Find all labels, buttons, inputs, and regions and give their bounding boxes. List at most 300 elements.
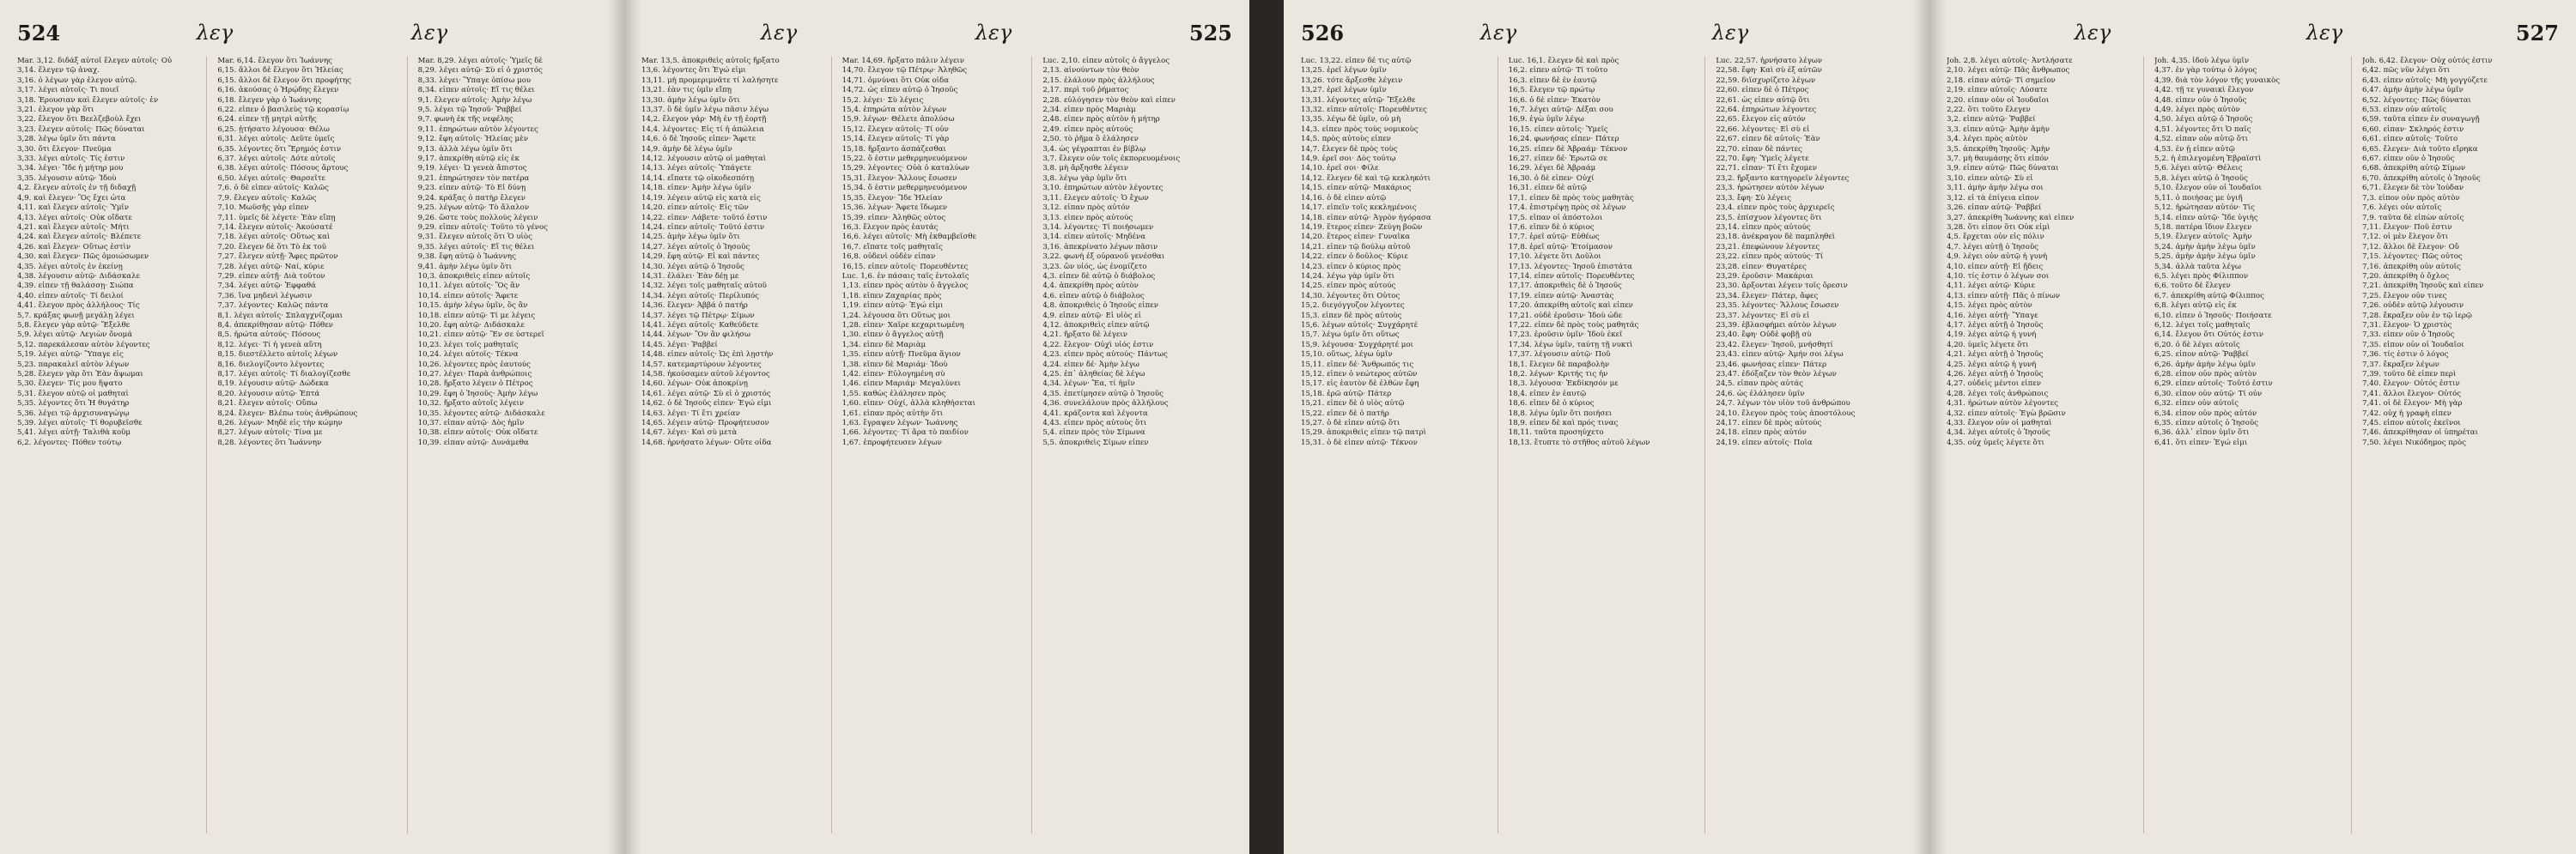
- concordance-entry: 6,26. ἀμὴν ἀμὴν λέγω ὑμῖν: [2154, 360, 2256, 369]
- concordance-entry: 6,32. εἶπεν οὖν αὐτοῖς: [2154, 399, 2239, 409]
- concordance-entry: 3,7. μὴ θαυμάσῃς ὅτι εἶπόν: [1947, 154, 2049, 164]
- concordance-entry: 16,30. ὁ δὲ εἶπεν· Οὐχί: [1508, 173, 1595, 183]
- concordance-entry: 15,3. εἶπεν δὲ πρὸς αὐτοὺς: [1301, 311, 1402, 320]
- concordance-entry: 7,50. λέγει Νικόδημος πρὸς: [2362, 438, 2466, 447]
- concordance-entry: 4,10. τίς ἐστιν ὁ λέγων σοι: [1947, 271, 2050, 281]
- concordance-entry: 10,15. ἀμὴν λέγω ὑμῖν, ὃς ἂν: [417, 301, 528, 311]
- page-525: [624, 0, 1249, 854]
- concordance-entry: 5,28. ἔλεγεν γὰρ ὅτι Ἐὰν ἅψωμαι: [17, 370, 143, 379]
- concordance-entry: 4,53. ἐν ᾗ εἶπεν αὐτῷ: [2154, 144, 2235, 154]
- concordance-column: [217, 57, 407, 833]
- concordance-entry: 5,4. εἶπεν πρὸς τὸν Σίμωνα: [1042, 428, 1145, 438]
- concordance-entry: 2,34. εἶπεν πρὸς Μαριὰμ: [1042, 106, 1136, 115]
- concordance-entry: 5,2. ἡ ἐπιλεγομένη Ἑβραϊστὶ: [2154, 154, 2262, 164]
- concordance-entry: 4,35. ἐπετίμησεν αὐτῷ ὁ Ἰησοῦς: [1042, 389, 1163, 398]
- concordance-entry: 13,32. εἶπεν αὐτοῖς· Πορευθέντες: [1301, 106, 1427, 115]
- concordance-entry: 15,29. λέγοντες· Οὐὰ ὁ καταλύων: [841, 164, 969, 173]
- concordance-entry: 5,30. ἔλεγεν· Τίς μου ἥψατο: [17, 379, 123, 389]
- concordance-entry: 23,5. ἐπίσχυον λέγοντες ὅτι: [1716, 213, 1822, 222]
- concordance-entry: 22,58. ἔφη· Καὶ σὺ ἐξ αὐτῶν: [1716, 66, 1822, 76]
- concordance-entry: 7,41. οἱ δὲ ἔλεγον· Μὴ γὰρ: [2362, 399, 2463, 409]
- concordance-entry: 23,22. εἶπεν πρὸς αὐτούς· Τί: [1716, 252, 1824, 262]
- concordance-entry: 6,34. εἶπον οὖν πρὸς αὐτόν: [2154, 409, 2257, 418]
- concordance-entry: 7,31. ἔλεγον· Ὁ χριστὸς: [2362, 320, 2452, 330]
- concordance-entry: 9,17. ἀπεκρίθη αὐτῷ εἷς ἐκ: [417, 154, 519, 164]
- concordance-entry: 5,34. ἀλλὰ ταῦτα λέγω: [2154, 262, 2241, 271]
- concordance-entry: 22,70. ἔφη· Ὑμεῖς λέγετε: [1716, 154, 1809, 164]
- concordance-entry: 10,32. ἤρξατο αὐτοῖς λέγειν: [417, 399, 525, 409]
- concordance-entry: 15,31. ὁ δὲ εἶπεν αὐτῷ· Τέκνον: [1301, 438, 1418, 447]
- concordance-entry: Luc. 16,1. ἔλεγεν δὲ καὶ πρὸς: [1508, 57, 1619, 65]
- concordance-entry: 16,9. ἐγὼ ὑμῖν λέγω: [1508, 115, 1584, 124]
- concordance-entry: 16,24. φωνήσας εἶπεν· Πάτερ: [1508, 135, 1619, 144]
- concordance-entry: 18,13. ἔτυπτε τὸ στῆθος αὐτοῦ λέγων: [1508, 438, 1650, 447]
- concordance-entry: 14,12. λέγουσιν αὐτῷ οἱ μαθηταὶ: [641, 154, 767, 164]
- concordance-entry: 6,35. λέγοντες ὅτι Ἔρημός ἐστιν: [217, 144, 342, 154]
- concordance-columns: [1947, 57, 2559, 833]
- concordance-entry: 8,28. λέγοντες ὅτι Ἰωάννην: [217, 438, 322, 447]
- concordance-entry: 7,40. ἔλεγον· Οὗτός ἐστιν: [2362, 379, 2460, 389]
- concordance-entry: 2,18. εἶπαν αὐτῷ· Τί σημεῖον: [1947, 76, 2056, 85]
- concordance-entry: 10,28. ἤρξατο λέγειν ὁ Πέτρος: [417, 379, 533, 389]
- concordance-entry: 1,38. εἶπεν δὲ Μαριάμ· Ἰδοὺ: [841, 360, 948, 369]
- concordance-entry: 7,36. τίς ἐστιν ὁ λόγος: [2362, 350, 2449, 360]
- concordance-entry: 22,67. εἶπεν δὲ αὐτοῖς· Ἐὰν: [1716, 135, 1820, 144]
- concordance-entry: 5,6. λέγει αὐτῷ· Θέλεις: [2154, 164, 2243, 173]
- concordance-entry: 14,34. λέγει αὐτοῖς· Περίλυπός: [641, 291, 759, 300]
- concordance-entry: 14,61. λέγει αὐτῷ· Σὺ εἶ ὁ χριστός: [641, 389, 771, 398]
- concordance-entry: 24,10. ἔλεγον πρὸς τοὺς ἀποστόλους: [1716, 409, 1856, 418]
- concordance-entry: 2,19. εἶπεν αὐτοῖς· Λύσατε: [1947, 86, 2048, 95]
- concordance-entry: 23,4. εἶπεν πρὸς τοὺς ἀρχιερεῖς: [1716, 203, 1835, 213]
- concordance-column: [1509, 57, 1706, 833]
- concordance-entry: 3,27. ἀπεκρίθη Ἰωάννης καὶ εἶπεν: [1947, 213, 2075, 222]
- concordance-entry: 14,72. ὡς εἶπεν αὐτῷ ὁ Ἰησοῦς: [841, 86, 958, 95]
- concordance-entry: 5,35. λέγοντες ὅτι Ἡ θυγάτηρ: [17, 399, 130, 409]
- concordance-entry: 1,28. εἶπεν· Χαῖρε κεχαριτωμένη: [841, 320, 964, 330]
- concordance-entry: 17,13. λέγοντες· Ἰησοῦ ἐπιστάτα: [1508, 262, 1632, 271]
- concordance-entry: 10,14. εἶπεν αὐτοῖς· Ἄφετε: [417, 291, 519, 300]
- concordance-entry: 23,43. εἶπεν αὐτῷ· Ἀμήν σοι λέγω: [1716, 350, 1844, 360]
- concordance-entry: 1,34. εἶπεν δὲ Μαριὰμ: [841, 340, 927, 349]
- concordance-entry: 16,6. ὁ δὲ εἶπεν· Ἑκατὸν: [1508, 95, 1601, 105]
- concordance-entry: 9,26. ὥστε τοὺς πολλοὺς λέγειν: [417, 213, 538, 222]
- concordance-entry: 23,29. ἐροῦσιν· Μακάριαι: [1716, 271, 1814, 281]
- concordance-entry: 15,9. λέγων· Θέλετε ἀπολύσω: [841, 115, 955, 124]
- concordance-entry: 24,19. εἶπεν αὐτοῖς· Ποῖα: [1716, 438, 1813, 447]
- concordance-column: [1042, 57, 1232, 833]
- concordance-entry: 24,18. εἶπεν πρὸς αὐτόν: [1716, 428, 1807, 438]
- concordance-entry: 13,25. ἐρεῖ λέγων ὑμῖν: [1301, 66, 1387, 76]
- concordance-entry: 23,46. φωνήσας εἶπεν· Πάτερ: [1716, 360, 1827, 369]
- concordance-entry: 4,33. ἔλεγον οὖν οἱ μαθηταὶ: [1947, 419, 2052, 428]
- concordance-entry: 6,10. εἶπεν ὁ Ἰησοῦς· Ποιήσατε: [2154, 311, 2272, 320]
- concordance-entry: 4,11. καὶ ἔλεγεν αὐτοῖς· Ὑμῖν: [17, 203, 130, 213]
- concordance-entry: 15,12. εἶπεν ὁ νεώτερος αὐτῶν: [1301, 370, 1418, 379]
- concordance-entry: 14,31. ἐλάλει· Ἐὰν δέῃ με: [641, 271, 739, 281]
- concordance-entry: 14,57. κατεμαρτύρουν λέγοντες: [641, 360, 762, 369]
- concordance-entry: 1,42. εἶπεν· Εὐλογημένη σὺ: [841, 370, 945, 379]
- concordance-entry: 7,11. ἔλεγον· Ποῦ ἐστιν: [2362, 222, 2452, 232]
- concordance-entry: 13,31. λέγοντες αὐτῷ· Ἔξελθε: [1301, 95, 1416, 105]
- page-524: [0, 0, 624, 854]
- concordance-entry: 4,21. ἤρξατο δὲ λέγειν: [1042, 330, 1127, 340]
- concordance-entry: 8,1. λέγει αὐτοῖς· Σπλαγχνίζομαι: [217, 311, 343, 320]
- concordance-entry: 8,34. εἶπεν αὐτοῖς· Εἴ τις θέλει: [417, 86, 535, 95]
- concordance-entry: 8,12. λέγει· Τί ἡ γενεὰ αὕτη: [217, 340, 322, 349]
- concordance-entry: 14,13. λέγει αὐτοῖς· Ὑπάγετε: [641, 164, 751, 173]
- page-header: [1301, 21, 1912, 50]
- concordance-entry: 7,26. οὐδὲν αὐτῷ λέγουσιν: [2362, 301, 2464, 311]
- concordance-entry: 9,1. ἔλεγεν αὐτοῖς· Ἀμὴν λέγω: [417, 95, 532, 105]
- running-head: λεγ: [2074, 21, 2111, 45]
- concordance-entry: 14,21. εἶπεν τῷ δούλῳ αὐτοῦ: [1301, 242, 1411, 251]
- concordance-entry: 15,31. ἔλεγον· Ἄλλους ἔσωσεν: [841, 173, 957, 183]
- concordance-entry: 4,34. λέγων· Ἔα, τί ἡμῖν: [1042, 379, 1135, 389]
- concordance-entry: 6,8. λέγει αὐτῷ εἷς ἐκ: [2154, 301, 2237, 311]
- concordance-entry: 17,5. εἶπαν οἱ ἀπόστολοι: [1508, 213, 1603, 222]
- concordance-column: [1716, 57, 1912, 833]
- concordance-entry: 14,12. ἔλεγεν δὲ καὶ τῷ κεκληκότι: [1301, 173, 1431, 183]
- concordance-entry: 17,22. εἶπεν δὲ πρὸς τοὺς μαθητάς: [1508, 320, 1639, 330]
- concordance-entry: 9,23. εἶπεν αὐτῷ· Τὸ Εἰ δύνῃ: [417, 184, 526, 193]
- concordance-entry: 10,18. εἶπεν αὐτῷ· Τί με λέγεις: [417, 311, 536, 320]
- concordance-entry: 4,36. συνελάλουν πρὸς ἀλλήλους: [1042, 399, 1169, 409]
- concordance-entry: 14,5. πρὸς αὐτοὺς εἶπεν: [1301, 135, 1391, 144]
- concordance-entry: 7,3. εἶπον οὖν πρὸς αὐτὸν: [2362, 193, 2460, 203]
- concordance-entry: 2,17. περὶ τοῦ ῥήματος: [1042, 86, 1129, 95]
- concordance-entry: 14,37. λέγει τῷ Πέτρῳ· Σίμων: [641, 311, 755, 320]
- concordance-entry: 7,29. εἶπεν αὐτῇ· Διὰ τοῦτον: [217, 271, 325, 281]
- concordance-entry: 18,3. λέγουσα· Ἐκδίκησόν με: [1508, 379, 1619, 389]
- concordance-entry: 5,10. ἔλεγον οὖν οἱ Ἰουδαῖοι: [2154, 184, 2262, 193]
- concordance-entry: 9,5. λέγει τῷ Ἰησοῦ· Ῥαββεί: [417, 106, 522, 115]
- concordance-entry: 10,21. εἶπεν αὐτῷ· Ἕν σε ὑστερεῖ: [417, 330, 544, 340]
- concordance-entry: 16,8. οὐδενὶ οὐδὲν εἶπαν: [841, 252, 936, 262]
- concordance-entry: 4,24. καὶ ἔλεγεν αὐτοῖς· Βλέπετε: [17, 233, 142, 242]
- concordance-entry: 6,31. λέγει αὐτοῖς· Δεῦτε ὑμεῖς: [217, 135, 335, 144]
- concordance-entry: 14,18. εἶπεν· Ἀμὴν λέγω ὑμῖν: [641, 184, 751, 193]
- concordance-entry: 14,45. λέγει· Ῥαββεί: [641, 340, 718, 349]
- concordance-column: [641, 57, 832, 833]
- concordance-entry: 3,11. ἔλεγεν αὐτοῖς· Ὁ ἔχων: [1042, 193, 1149, 203]
- concordance-entry: 7,18. λέγει αὐτοῖς· Οὕτως καὶ: [217, 233, 331, 242]
- concordance-entry: 14,25. εἶπεν πρὸς αὐτούς: [1301, 282, 1396, 291]
- concordance-entry: 14,32. λέγει τοῖς μαθηταῖς αὐτοῦ: [641, 282, 767, 291]
- concordance-entry: 8,16. διελογίζοντο λέγοντες: [217, 360, 325, 369]
- concordance-entry: 15,22. εἶπεν δὲ ὁ πατὴρ: [1301, 409, 1389, 418]
- page-number: 527: [2515, 21, 2559, 45]
- concordance-entry: 5,7. κράξας φωνῇ μεγάλῃ λέγει: [17, 311, 135, 320]
- running-head: λεγ: [410, 21, 448, 45]
- concordance-entry: 9,12. ἔφη αὐτοῖς· Ἠλείας μὲν: [417, 135, 528, 144]
- concordance-entry: 14,3. εἶπεν πρὸς τοὺς νομικοὺς: [1301, 124, 1419, 134]
- concordance-entry: 15,12. ἔλεγεν αὐτοῖς· Τί οὖν: [841, 124, 949, 134]
- running-head: λεγ: [760, 21, 798, 45]
- concordance-entry: 14,9. ἐρεῖ σοι· Δὸς τούτῳ: [1301, 154, 1396, 164]
- concordance-entry: 3,12. εἰ τὰ ἐπίγεια εἶπον: [1947, 193, 2039, 203]
- concordance-entry: 15,22. ὅ ἐστιν μεθερμηνευόμενον: [841, 154, 968, 164]
- concordance-entry: 4,12. ἀποκριθεὶς εἶπεν αὐτῷ: [1042, 320, 1150, 330]
- concordance-entry: 3,28. ὅτι εἶπον ὅτι Οὐκ εἰμὶ: [1947, 222, 2050, 232]
- concordance-entry: 16,15. εἶπεν αὐτοῖς· Ὑμεῖς: [1508, 124, 1608, 134]
- concordance-entry: 14,63. λέγει· Τί ἔτι χρείαν: [641, 409, 740, 418]
- concordance-entry: 14,48. εἶπεν αὐτοῖς· Ὡς ἐπὶ λῃστὴν: [641, 350, 774, 360]
- concordance-entry: 15,11. εἶπεν δέ· Ἄνθρωπός τις: [1301, 360, 1414, 369]
- concordance-entry: 1,66. λέγοντες· Τί ἄρα τὸ παιδίον: [841, 428, 969, 438]
- concordance-entry: 3,35. λέγουσιν αὐτῷ· Ἰδοὺ: [17, 173, 117, 183]
- concordance-entry: 3,18. Ἐρουσιαν καὶ ἔλεγεν αὐτοῖς· ἐν: [17, 95, 159, 105]
- concordance-entry: 10,39. εἶπαν αὐτῷ· Δυνάμεθα: [417, 438, 529, 447]
- concordance-entry: 6,12. λέγει τοῖς μαθηταῖς: [2154, 320, 2251, 330]
- concordance-entry: 6,42. πῶς νῦν λέγει ὅτι: [2362, 66, 2451, 76]
- concordance-entry: 3,11. ἀμὴν ἀμὴν λέγω σοι: [1947, 184, 2044, 193]
- concordance-entry: 7,35. εἶπον οὖν οἱ Ἰουδαῖοι: [2362, 340, 2464, 349]
- concordance-entry: 8,27. λέγων αὐτοῖς· Τίνα με: [217, 428, 323, 438]
- concordance-entry: 15,14. ἔλεγεν αὐτοῖς· Τί γὰρ: [841, 135, 950, 144]
- concordance-entry: 6,52. λέγοντες· Πῶς δύναται: [2362, 95, 2471, 105]
- concordance-entry: 14,62. ὁ δὲ Ἰησοῦς εἶπεν· Ἐγώ εἰμι: [641, 399, 772, 409]
- concordance-entry: 15,6. λέγων αὐτοῖς· Συγχάρητέ: [1301, 320, 1419, 330]
- concordance-entry: 4,2. ἔλεγεν αὐτοῖς ἐν τῇ διδαχῇ: [17, 184, 137, 193]
- page-header: [17, 21, 607, 50]
- concordance-entry: 10,24. λέγει αὐτοῖς· Τέκνα: [417, 350, 519, 360]
- concordance-entry: 4,26. καὶ ἔλεγεν· Οὕτως ἐστὶν: [17, 242, 131, 251]
- concordance-entry: 10,29. ἔφη ὁ Ἰησοῦς· Ἀμὴν λέγω: [417, 389, 538, 398]
- concordance-entry: 5,25. ἀμὴν ἀμὴν λέγω ὑμῖν: [2154, 252, 2256, 262]
- concordance-entry: 7,12. οἱ μὲν ἔλεγον ὅτι: [2362, 233, 2449, 242]
- right-book-spread: [1284, 0, 2576, 854]
- concordance-entry: 4,43. εἶπεν πρὸς αὐτοὺς ὅτι: [1042, 419, 1147, 428]
- concordance-entry: 13,11. μὴ προμεριμνᾶτε τί λαλήσητε: [641, 76, 779, 85]
- concordance-entry: 4,4. ἀπεκρίθη πρὸς αὐτὸν: [1042, 282, 1139, 291]
- concordance-entry: 10,23. λέγει τοῖς μαθηταῖς: [417, 340, 519, 349]
- concordance-entry: 6,71. ἔλεγεν δὲ τὸν Ἰούδαν: [2362, 184, 2464, 193]
- concordance-entry: 4,17. λέγει αὐτῇ ὁ Ἰησοῦς: [1947, 320, 2044, 330]
- concordance-entry: 4,50. λέγει αὐτῷ ὁ Ἰησοῦς: [2154, 115, 2253, 124]
- concordance-entry: 14,14. εἴπατε τῷ οἰκοδεσπότῃ: [641, 173, 755, 183]
- concordance-entry: 23,37. λέγοντες· Εἰ σὺ εἶ: [1716, 311, 1810, 320]
- concordance-entry: 1,19. εἶπεν αὐτῷ· Ἐγώ εἰμι: [841, 301, 944, 311]
- concordance-entry: 3,8. λέγω γὰρ ὑμῖν ὅτι: [1042, 173, 1127, 183]
- concordance-entry: 22,59. διϊσχυρίζετο λέγων: [1716, 76, 1816, 85]
- concordance-entry: 5,19. ἔλεγεν αὐτοῖς· Ἀμὴν: [2154, 233, 2252, 242]
- concordance-entry: 4,49. λέγει πρὸς αὐτὸν: [2154, 106, 2240, 115]
- concordance-entry: 7,11. ὑμεῖς δὲ λέγετε· Ἐὰν εἴπῃ: [217, 213, 336, 222]
- concordance-entry: 4,27. οὐδεὶς μέντοι εἶπεν: [1947, 379, 2041, 389]
- concordance-entry: 14,29. ἔφη αὐτῷ· Εἰ καὶ πάντες: [641, 252, 760, 262]
- concordance-entry: 6,36. ἀλλ᾽ εἶπον ὑμῖν ὅτι: [2154, 428, 2250, 438]
- concordance-entry: 6,59. ταῦτα εἶπεν ἐν συναγωγῇ: [2362, 115, 2480, 124]
- concordance-entry: 4,31. ἠρώτων αὐτὸν λέγοντες: [1947, 399, 2058, 409]
- concordance-entry: 1,63. ἔγραψεν λέγων· Ἰωάννης: [841, 419, 958, 428]
- concordance-entry: 7,36. ἵνα μηδενὶ λέγωσιν: [217, 291, 313, 300]
- concordance-entry: 7,6. ὁ δὲ εἶπεν αὐτοῖς· Καλῶς: [217, 184, 329, 193]
- concordance-entry: 4,8. ἀποκριθεὶς ὁ Ἰησοῦς εἶπεν: [1042, 301, 1158, 311]
- concordance-entry: 18,11. ταῦτα προσηύχετο: [1508, 428, 1604, 438]
- concordance-entry: 7,10. Μωϋσῆς γὰρ εἶπεν: [217, 203, 309, 213]
- concordance-entry: 18,9. εἶπεν δὲ καὶ πρός τινας: [1508, 419, 1619, 428]
- concordance-entry: 3,16. ὁ λέγων γὰρ ἐλεγον αὐτῷ.: [17, 76, 137, 85]
- running-head: λεγ: [196, 21, 234, 45]
- concordance-entry: Joh. 4,35. ἰδοὺ λέγω ὑμῖν: [2154, 57, 2250, 65]
- concordance-entry: 16,3. ἔλεγον πρὸς ἑαυτάς: [841, 222, 939, 232]
- concordance-entry: Luc. 22,57. ἠρνήσατο λέγων: [1716, 57, 1823, 65]
- concordance-entry: 4,11. λέγει αὐτῷ· Κύριε: [1947, 282, 2035, 291]
- concordance-entry: 7,25. ἔλεγον οὖν τινες: [2362, 291, 2447, 300]
- concordance-entry: 15,10. οὕτως, λέγω ὑμῖν: [1301, 350, 1393, 360]
- concordance-entry: 6,15. ἄλλοι δὲ ἔλεγον ὅτι Ἠλείας: [217, 66, 343, 76]
- concordance-entry: 14,60. λέγων· Οὐκ ἀποκρίνῃ: [641, 379, 748, 389]
- concordance-entry: 14,20. ἕτερος εἶπεν· Γυναῖκα: [1301, 233, 1411, 242]
- concordance-entry: 3,14. εἶπεν αὐτοῖς· Μηδένα: [1042, 233, 1146, 242]
- concordance-entry: 13,26. τότε ἄρξεσθε λέγειν: [1301, 76, 1403, 85]
- concordance-entry: 15,4. ἐπηρώτα αὐτὸν λέγων: [841, 106, 947, 115]
- concordance-entry: 7,21. ἀπεκρίθη Ἰησοῦς καὶ εἶπεν: [2362, 282, 2484, 291]
- concordance-entry: 4,16. λέγει αὐτῇ· Ὕπαγε: [1947, 311, 2038, 320]
- concordance-entry: 14,17. εἰπεῖν τοῖς κεκλημένοις: [1301, 203, 1417, 213]
- concordance-entry: 22,70. εἶπαν δὲ πάντες: [1716, 144, 1802, 154]
- concordance-entry: 8,15. διεστέλλετο αὐτοῖς λέγων: [217, 350, 338, 360]
- concordance-entry: 16,25. εἶπεν δὲ Ἀβραάμ· Τέκνον: [1508, 144, 1628, 154]
- concordance-entry: 8,20. λέγουσιν αὐτῷ· Ἑπτά: [217, 389, 320, 398]
- concordance-entry: Mar. 8,29. λέγει αὐτοῖς· Ὑμεῖς δὲ: [417, 57, 544, 65]
- concordance-entry: 15,39. εἶπεν· Ἀληθῶς οὗτος: [841, 213, 946, 222]
- concordance-entry: 15,9. λέγουσα· Συγχάρητέ μοι: [1301, 340, 1413, 349]
- concordance-column: [1947, 57, 2144, 833]
- concordance-entry: 3,3. εἶπεν αὐτῷ· Ἀμὴν ἀμὴν: [1947, 124, 2050, 134]
- concordance-entry: 3,23. ἔλεγεν αὐτοῖς· Πῶς δύναται: [17, 124, 145, 134]
- concordance-entry: 9,24. κράξας ὁ πατὴρ ἔλεγεν: [417, 193, 526, 203]
- concordance-entry: 22,61. ὡς εἶπεν αὐτῷ ὅτι: [1716, 95, 1810, 105]
- concordance-entry: 4,41. ἔλεγον πρὸς ἀλλήλους· Τίς: [17, 301, 140, 311]
- concordance-entry: 5,8. λέγει αὐτῷ ὁ Ἰησοῦς: [2154, 173, 2248, 183]
- concordance-entry: 4,21. καὶ ἔλεγεν αὐτοῖς· Μήτι: [17, 222, 130, 232]
- concordance-entry: 4,3. εἶπεν δὲ αὐτῷ ὁ διάβολος: [1042, 271, 1156, 281]
- concordance-entry: 15,27. ὁ δὲ εἶπεν αὐτῷ ὅτι: [1301, 419, 1400, 428]
- concordance-entry: 6,14. ἔλεγον ὅτι Οὗτός ἐστιν: [2154, 330, 2263, 340]
- concordance-entry: 4,40. εἶπεν αὐτοῖς· Τί δειλοί: [17, 291, 124, 300]
- concordance-entry: 3,5. ἀπεκρίθη Ἰησοῦς· Ἀμὴν: [1947, 144, 2050, 154]
- concordance-entry: 1,61. εἶπαν πρὸς αὐτὴν ὅτι: [841, 409, 944, 418]
- concordance-entry: 14,19. ἕτερος εἶπεν· Ζεύγη βοῶν: [1301, 222, 1423, 232]
- concordance-entry: 3,22. ἔλεγον ὅτι Βεελζεβοὺλ ἔχει: [17, 115, 142, 124]
- concordance-entry: 23,47. ἐδόξαζεν τὸν θεὸν λέγων: [1716, 370, 1837, 379]
- concordance-entry: 8,26. λέγων· Μηδὲ εἰς τὴν κώμην: [217, 419, 343, 428]
- concordance-entry: 17,17. ἀποκριθεὶς δὲ ὁ Ἰησοῦς: [1508, 282, 1622, 291]
- concordance-entry: 17,7. ἐρεῖ αὐτῷ· Εὐθέως: [1508, 233, 1600, 242]
- concordance-entry: 23,2. ἤρξαντο κατηγορεῖν λέγοντες: [1716, 173, 1850, 183]
- concordance-entry: 22,60. εἶπεν δὲ ὁ Πέτρος: [1716, 86, 1809, 95]
- concordance-entry: 15,2. λέγει· Σὺ λέγεις: [841, 95, 924, 105]
- page-number: 526: [1301, 21, 1345, 45]
- concordance-entry: 23,14. εἶπεν πρὸς αὐτούς: [1716, 222, 1811, 232]
- concordance-entry: 23,18. ἀνέκραγον δὲ παμπληθεὶ: [1716, 233, 1836, 242]
- concordance-entry: 8,19. λέγουσιν αὐτῷ· Δώδεκα: [217, 379, 329, 389]
- concordance-entry: 7,20. ἀπεκρίθη ὁ ὄχλος: [2362, 271, 2450, 281]
- concordance-entry: 23,3. ἔφη· Σὺ λέγεις: [1716, 193, 1791, 203]
- concordance-entry: 7,14. ἔλεγεν αὐτοῖς· Ἀκούσατέ: [217, 222, 333, 232]
- concordance-columns: [641, 57, 1232, 833]
- concordance-entry: 14,6. ὁ δὲ Ἰησοῦς εἶπεν· Ἄφετε: [641, 135, 756, 144]
- concordance-entry: 6,50. λέγει αὐτοῖς· Θαρσεῖτε: [217, 173, 325, 183]
- concordance-entry: 14,36. ἔλεγεν· Ἀββά ὁ πατήρ: [641, 301, 748, 311]
- concordance-entry: 4,22. ἔλεγον· Οὐχὶ υἱός ἐστιν: [1042, 340, 1154, 349]
- concordance-entry: 3,21. ἐλεγον γὰρ ὅτι: [17, 106, 94, 115]
- concordance-entry: 6,60. εἶπαν· Σκληρός ἐστιν: [2362, 124, 2464, 134]
- concordance-entry: 17,10. λέγετε ὅτι Δοῦλοι: [1508, 252, 1601, 262]
- concordance-entry: 2,22. ὅτι τοῦτο ἔλεγεν: [1947, 106, 2031, 115]
- page-header: [1947, 21, 2559, 50]
- concordance-entry: 5,24. ἀμὴν ἀμὴν λέγω ὑμῖν: [2154, 242, 2256, 251]
- concordance-entry: 17,20. ἀπεκρίθη αὐτοῖς καὶ εἶπεν: [1508, 301, 1633, 311]
- concordance-entry: 6,5. λέγει πρὸς Φίλιππον: [2154, 271, 2249, 281]
- concordance-entry: 4,24. εἶπεν δέ· Ἀμὴν λέγω: [1042, 360, 1139, 369]
- concordance-entry: 23,39. ἐβλασφήμει αὐτὸν λέγων: [1716, 320, 1837, 330]
- concordance-entry: 1,35. εἶπεν αὐτῇ· Πνεῦμα ἅγιον: [841, 350, 961, 360]
- concordance-entry: 4,23. εἶπεν πρὸς αὐτούς· Πάντως: [1042, 350, 1168, 360]
- concordance-entry: 4,7. λέγει αὐτῇ ὁ Ἰησοῦς: [1947, 242, 2038, 251]
- concordance-entry: 10,26. λέγοντες πρὸς ἑαυτούς: [417, 360, 531, 369]
- concordance-entry: 7,6. λέγει οὖν αὐτοῖς: [2362, 203, 2442, 213]
- concordance-entry: 3,2. εἶπεν αὐτῷ· Ῥαββεί: [1947, 115, 2036, 124]
- concordance-entry: 3,7. ἔλεγεν οὖν τοῖς ἐκπορευομένοις: [1042, 154, 1181, 164]
- concordance-entry: 6,15. ἄλλοι δὲ ἔλεγον ὅτι προφήτης: [217, 76, 351, 85]
- concordance-entry: 13,6. λέγοντες ὅτι Ἐγώ εἰμι: [641, 66, 746, 76]
- concordance-entry: Luc. 13,22. εἶπεν δέ τις αὐτῷ: [1301, 57, 1412, 65]
- concordance-entry: 7,28. λέγει αὐτῷ· Ναί, κύριε: [217, 262, 325, 271]
- concordance-entry: 8,5. ἠρώτα αὐτούς· Πόσους: [217, 330, 321, 340]
- concordance-entry: 16,31. εἶπεν δὲ αὐτῷ: [1508, 184, 1587, 193]
- concordance-entry: 9,35. λέγει αὐτοῖς· Εἴ τις θέλει: [417, 242, 535, 251]
- concordance-entry: 9,19. λέγει· Ὦ γενεὰ ἄπιστος: [417, 164, 527, 173]
- concordance-entry: 17,14. εἶπεν αὐτοῖς· Πορευθέντες: [1508, 271, 1635, 281]
- concordance-entry: 16,5. ἔλεγεν τῷ πρώτῳ: [1508, 86, 1595, 95]
- concordance-entry: 7,12. ἄλλοι δὲ ἔλεγον· Οὔ: [2362, 242, 2459, 251]
- concordance-entry: 5,11. ὁ ποιήσας με ὑγιῆ: [2154, 193, 2243, 203]
- concordance-entry: 4,39. εἶπεν τῇ θαλάσσῃ· Σιώπα: [17, 282, 134, 291]
- concordance-entry: 17,37. λέγουσιν αὐτῷ· Ποῦ: [1508, 350, 1611, 360]
- concordance-entry: 1,67. ἐπροφήτευσεν λέγων: [841, 438, 942, 447]
- concordance-entry: 15,17. εἰς ἑαυτὸν δὲ ἐλθὼν ἔφη: [1301, 379, 1419, 389]
- concordance-entry: 6,47. ἀμὴν ἀμὴν λέγω ὑμῖν: [2362, 86, 2464, 95]
- page-526: [1284, 0, 1929, 854]
- running-head: λεγ: [1711, 21, 1749, 45]
- concordance-entry: 6,22. εἶπεν ὁ βασιλεὺς τῷ κορασίῳ: [217, 106, 349, 115]
- concordance-entry: 4,20. ὑμεῖς λέγετε ὅτι: [1947, 340, 2029, 349]
- page-header: [641, 21, 1232, 50]
- concordance-column: [418, 57, 607, 833]
- concordance-entry: 3,22. φωνὴ ἐξ οὐρανοῦ γενέσθαι: [1042, 252, 1165, 262]
- concordance-entry: 22,64. ἐπηρώτων λέγοντες: [1716, 106, 1817, 115]
- concordance-entry: 17,23. ἐροῦσιν ὑμῖν· Ἰδοὺ ἐκεῖ: [1508, 330, 1623, 340]
- concordance-entry: Joh. 2,8. λέγει αὐτοῖς· Ἀντλήσατε: [1947, 57, 2073, 65]
- concordance-entry: 4,32. εἶπεν αὐτοῖς· Ἐγὼ βρῶσιν: [1947, 409, 2066, 418]
- concordance-entry: 6,18. ἔλεγεν γὰρ ὁ Ἰωάννης: [217, 95, 322, 105]
- concordance-entry: 14,24. λέγω γὰρ ὑμῖν ὅτι: [1301, 271, 1394, 281]
- concordance-entry: 14,15. εἶπεν αὐτῷ· Μακάριος: [1301, 184, 1412, 193]
- page-number: 524: [17, 21, 61, 45]
- concordance-entry: 2,15. ἐλάλουν πρὸς ἀλλήλους: [1042, 76, 1155, 85]
- concordance-entry: 14,30. λέγει αὐτῷ ὁ Ἰησοῦς: [641, 262, 744, 271]
- concordance-entry: 10,3. ἀποκριθεὶς εἶπεν αὐτοῖς: [417, 271, 531, 281]
- concordance-entry: 3,33. λέγει αὐτοῖς· Τίς ἐστιν: [17, 154, 125, 164]
- concordance-entry: 1,46. εἶπεν Μαριάμ· Μεγαλύνει: [841, 379, 961, 389]
- concordance-entry: 15,34. ὅ ἐστιν μεθερμηνευόμενον: [841, 184, 968, 193]
- concordance-entry: 6,61. εἶπεν αὐτοῖς· Τοῦτο: [2362, 135, 2458, 144]
- concordance-entry: 14,65. λέγειν αὐτῷ· Προφήτευσον: [641, 419, 769, 428]
- concordance-entry: 4,15. λέγει πρὸς αὐτὸν: [1947, 301, 2032, 311]
